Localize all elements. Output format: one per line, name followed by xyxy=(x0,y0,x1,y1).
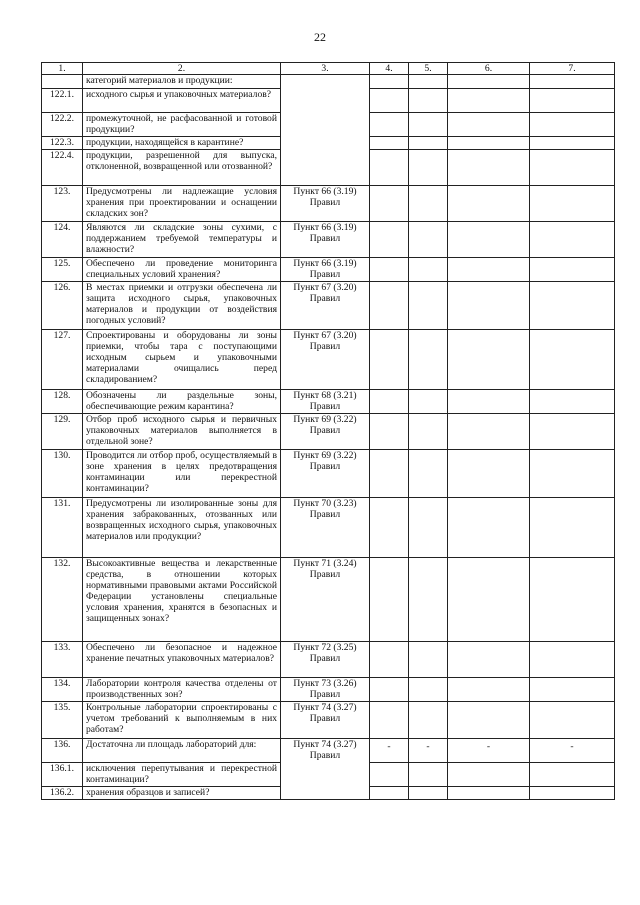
legal-reference xyxy=(281,498,370,558)
answer-cell-4 xyxy=(370,137,409,150)
legal-reference xyxy=(281,75,370,186)
row-number: 128. xyxy=(42,390,83,414)
answer-cell-7 xyxy=(530,498,615,558)
answer-cell-5 xyxy=(409,113,448,137)
table-row xyxy=(42,330,615,390)
answer-cell-7 xyxy=(530,89,615,113)
header-col-6: 6. xyxy=(448,63,530,75)
answer-cell-6 xyxy=(448,390,530,414)
legal-reference-line: Пункт 71 (3.24) xyxy=(293,558,357,569)
legal-reference xyxy=(281,558,370,642)
answer-cell-4 xyxy=(370,186,409,222)
answer-cell-5: - xyxy=(409,739,448,763)
requirement-question: Высокоактивные вещества и лекарственные средства, в отношении которых нормативными правовыми актами Российской Федерации установлены специальные условия хранения, хранятся в безопасных и защищенных зонах? xyxy=(83,558,281,642)
answer-cell-7 xyxy=(530,75,615,89)
legal-reference-line: Правил xyxy=(309,233,341,244)
table-row xyxy=(42,390,615,414)
row-number: 136. xyxy=(42,739,83,763)
answer-cell-5 xyxy=(409,150,448,186)
answer-cell-7 xyxy=(530,282,615,330)
legal-reference-line: Пункт 72 (3.25) xyxy=(293,642,357,653)
answer-cell-6 xyxy=(448,678,530,702)
legal-reference-line: Правил xyxy=(309,653,341,664)
row-number: 135. xyxy=(42,702,83,739)
answer-cell-5 xyxy=(409,330,448,390)
legal-reference-line: Правил xyxy=(309,713,341,724)
header-col-2: 2. xyxy=(83,63,281,75)
row-number: 122.3. xyxy=(42,137,83,150)
header-col-5: 5. xyxy=(409,63,448,75)
requirement-question: Обеспечено ли проведение мониторинга специальных условий хранения? xyxy=(83,258,281,282)
row-number: 131. xyxy=(42,498,83,558)
requirement-question: Обозначены ли раздельные зоны, обеспечивающие режим карантина? xyxy=(83,390,281,414)
answer-cell-4 xyxy=(370,558,409,642)
answer-cell-4 xyxy=(370,222,409,258)
table-row xyxy=(42,414,615,450)
requirement-question: продукции, находящейся в карантине? xyxy=(83,137,281,150)
table-header-row xyxy=(42,63,615,75)
table-row xyxy=(42,642,615,678)
header-col-3: 3. xyxy=(281,63,370,75)
table-row xyxy=(42,739,615,763)
legal-reference-line: Пункт 66 (3.19) xyxy=(293,258,357,269)
answer-cell-4 xyxy=(370,89,409,113)
checklist-table xyxy=(41,62,615,800)
legal-reference-line: Пункт 70 (3.23) xyxy=(293,498,357,509)
answer-cell-4 xyxy=(370,75,409,89)
row-number: 122.1. xyxy=(42,89,83,113)
answer-cell-7: - xyxy=(530,739,615,763)
answer-cell-5 xyxy=(409,498,448,558)
row-number: 127. xyxy=(42,330,83,390)
legal-reference-line: Пункт 74 (3.27) xyxy=(293,702,357,713)
answer-cell-5 xyxy=(409,558,448,642)
answer-cell-4 xyxy=(370,702,409,739)
table-row xyxy=(42,186,615,222)
requirement-question: Спроектированы и оборудованы ли зоны приемки, чтобы тара с поступающими исходным сырьем и упаковочными материалами очищались перед складированием? xyxy=(83,330,281,390)
legal-reference-line: Правил xyxy=(309,197,341,208)
requirement-question: Предусмотрены ли изолированные зоны для хранения забракованных, отозванных или возвращенных исходного сырья, упаковочных материалов или продукции? xyxy=(83,498,281,558)
table-row xyxy=(42,258,615,282)
answer-cell-6 xyxy=(448,558,530,642)
legal-reference xyxy=(281,678,370,702)
answer-cell-6 xyxy=(448,150,530,186)
requirement-question: Являются ли складские зоны сухими, с поддержанием требуемой температуры и влажности? xyxy=(83,222,281,258)
legal-reference-line: Правил xyxy=(309,750,341,761)
answer-cell-4 xyxy=(370,390,409,414)
row-number: 130. xyxy=(42,450,83,498)
answer-cell-6 xyxy=(448,763,530,787)
row-number: 125. xyxy=(42,258,83,282)
answer-cell-5 xyxy=(409,678,448,702)
legal-reference-line: Правил xyxy=(309,569,341,580)
answer-cell-5 xyxy=(409,186,448,222)
row-number: 122.2. xyxy=(42,113,83,137)
answer-cell-7 xyxy=(530,150,615,186)
answer-cell-4 xyxy=(370,414,409,450)
legal-reference xyxy=(281,642,370,678)
answer-cell-5 xyxy=(409,763,448,787)
row-number: 129. xyxy=(42,414,83,450)
legal-reference xyxy=(281,258,370,282)
requirement-question: хранения образцов и записей? xyxy=(83,787,281,800)
table-row xyxy=(42,222,615,258)
row-number: 122.4. xyxy=(42,150,83,186)
legal-reference-line: Пункт 66 (3.19) xyxy=(293,222,357,233)
answer-cell-6 xyxy=(448,450,530,498)
legal-reference xyxy=(281,222,370,258)
answer-cell-7 xyxy=(530,763,615,787)
answer-cell-5 xyxy=(409,414,448,450)
answer-cell-4 xyxy=(370,642,409,678)
row-number: 136.1. xyxy=(42,763,83,787)
answer-cell-5 xyxy=(409,282,448,330)
legal-reference-line: Пункт 69 (3.22) xyxy=(293,450,357,461)
answer-cell-7 xyxy=(530,450,615,498)
answer-cell-7 xyxy=(530,642,615,678)
answer-cell-4 xyxy=(370,678,409,702)
answer-cell-4 xyxy=(370,282,409,330)
header-col-1: 1. xyxy=(42,63,83,75)
legal-reference-line: Пункт 66 (3.19) xyxy=(293,186,357,197)
table-row xyxy=(42,282,615,330)
answer-cell-7 xyxy=(530,186,615,222)
answer-cell-7 xyxy=(530,222,615,258)
legal-reference-line: Пункт 74 (3.27) xyxy=(293,739,357,750)
legal-reference xyxy=(281,702,370,739)
answer-cell-4 xyxy=(370,450,409,498)
requirement-question: В местах приемки и отгрузки обеспечена ли защита исходного сырья, упаковочных материалов и продукции от воздействия погодных условий? xyxy=(83,282,281,330)
answer-cell-6 xyxy=(448,498,530,558)
table-row xyxy=(42,498,615,558)
requirement-question: Контрольные лаборатории спроектированы с учетом требований к выполняемым в них работам? xyxy=(83,702,281,739)
answer-cell-4 xyxy=(370,150,409,186)
answer-cell-6 xyxy=(448,222,530,258)
legal-reference-line: Правил xyxy=(309,401,341,412)
answer-cell-5 xyxy=(409,258,448,282)
answer-cell-4 xyxy=(370,258,409,282)
answer-cell-6 xyxy=(448,186,530,222)
header-col-4: 4. xyxy=(370,63,409,75)
table-row xyxy=(42,450,615,498)
answer-cell-7 xyxy=(530,414,615,450)
answer-cell-6 xyxy=(448,787,530,800)
legal-reference-line: Правил xyxy=(309,689,341,700)
row-number: 134. xyxy=(42,678,83,702)
answer-cell-6 xyxy=(448,702,530,739)
answer-cell-7 xyxy=(530,330,615,390)
legal-reference xyxy=(281,282,370,330)
requirement-question: промежуточной, не расфасованной и готовой продукции? xyxy=(83,113,281,137)
answer-cell-4 xyxy=(370,787,409,800)
answer-cell-6 xyxy=(448,89,530,113)
legal-reference-line: Пункт 73 (3.26) xyxy=(293,678,357,689)
requirement-question: Предусмотрены ли надлежащие условия хранения при проектировании и оснащении складских зон? xyxy=(83,186,281,222)
legal-reference xyxy=(281,186,370,222)
answer-cell-7 xyxy=(530,390,615,414)
table-row xyxy=(42,702,615,739)
answer-cell-5 xyxy=(409,75,448,89)
row-number: 136.2. xyxy=(42,787,83,800)
answer-cell-4 xyxy=(370,498,409,558)
row-number xyxy=(42,75,83,89)
legal-reference-line: Правил xyxy=(309,509,341,520)
answer-cell-6 xyxy=(448,414,530,450)
legal-reference-line: Пункт 67 (3.20) xyxy=(293,282,357,293)
answer-cell-6: - xyxy=(448,739,530,763)
row-number: 124. xyxy=(42,222,83,258)
answer-cell-5 xyxy=(409,137,448,150)
requirement-question: Обеспечено ли безопасное и надежное хранение печатных упаковочных материалов? xyxy=(83,642,281,678)
answer-cell-4: - xyxy=(370,739,409,763)
requirement-question: Лаборатории контроля качества отделены от производственных зон? xyxy=(83,678,281,702)
answer-cell-7 xyxy=(530,558,615,642)
answer-cell-4 xyxy=(370,330,409,390)
table-row xyxy=(42,678,615,702)
answer-cell-7 xyxy=(530,137,615,150)
answer-cell-5 xyxy=(409,390,448,414)
answer-cell-6 xyxy=(448,642,530,678)
legal-reference-line: Правил xyxy=(309,341,341,352)
legal-reference-line: Правил xyxy=(309,425,341,436)
legal-reference-line: Правил xyxy=(309,461,341,472)
row-number: 132. xyxy=(42,558,83,642)
answer-cell-6 xyxy=(448,330,530,390)
answer-cell-4 xyxy=(370,763,409,787)
requirement-question: исключения перепутывания и перекрестной контаминации? xyxy=(83,763,281,787)
legal-reference-line: Пункт 68 (3.21) xyxy=(293,390,357,401)
row-number: 123. xyxy=(42,186,83,222)
answer-cell-4 xyxy=(370,113,409,137)
legal-reference xyxy=(281,414,370,450)
requirement-question: исходного сырья и упаковочных материалов? xyxy=(83,89,281,113)
legal-reference xyxy=(281,330,370,390)
answer-cell-5 xyxy=(409,89,448,113)
table-row xyxy=(42,558,615,642)
answer-cell-5 xyxy=(409,642,448,678)
answer-cell-6 xyxy=(448,113,530,137)
legal-reference xyxy=(281,450,370,498)
legal-reference xyxy=(281,390,370,414)
answer-cell-6 xyxy=(448,75,530,89)
answer-cell-7 xyxy=(530,258,615,282)
answer-cell-7 xyxy=(530,678,615,702)
legal-reference xyxy=(281,739,370,800)
requirement-question: Достаточна ли площадь лабораторий для: xyxy=(83,739,281,763)
row-number: 133. xyxy=(42,642,83,678)
legal-reference-line: Пункт 69 (3.22) xyxy=(293,414,357,425)
page-number: 22 xyxy=(314,30,326,44)
table-row xyxy=(42,75,615,89)
answer-cell-7 xyxy=(530,113,615,137)
requirement-question: продукции, разрешенной для выпуска, отклоненной, возвращенной или отозванной? xyxy=(83,150,281,186)
legal-reference-line: Правил xyxy=(309,269,341,280)
legal-reference-line: Пункт 67 (3.20) xyxy=(293,330,357,341)
answer-cell-5 xyxy=(409,222,448,258)
requirement-question: категорий материалов и продукции: xyxy=(83,75,281,89)
answer-cell-7 xyxy=(530,702,615,739)
answer-cell-6 xyxy=(448,258,530,282)
answer-cell-5 xyxy=(409,787,448,800)
row-number: 126. xyxy=(42,282,83,330)
table-body xyxy=(42,75,615,800)
answer-cell-5 xyxy=(409,450,448,498)
answer-cell-5 xyxy=(409,702,448,739)
requirement-question: Отбор проб исходного сырья и первичных упаковочных материалов выполняется в отдельной зоне? xyxy=(83,414,281,450)
header-col-7: 7. xyxy=(530,63,615,75)
requirement-question: Проводится ли отбор проб, осуществляемый в зоне хранения в целях предотвращения контаминации или перекрестной контаминации? xyxy=(83,450,281,498)
answer-cell-6 xyxy=(448,137,530,150)
answer-cell-6 xyxy=(448,282,530,330)
answer-cell-7 xyxy=(530,787,615,800)
legal-reference-line: Правил xyxy=(309,293,341,304)
